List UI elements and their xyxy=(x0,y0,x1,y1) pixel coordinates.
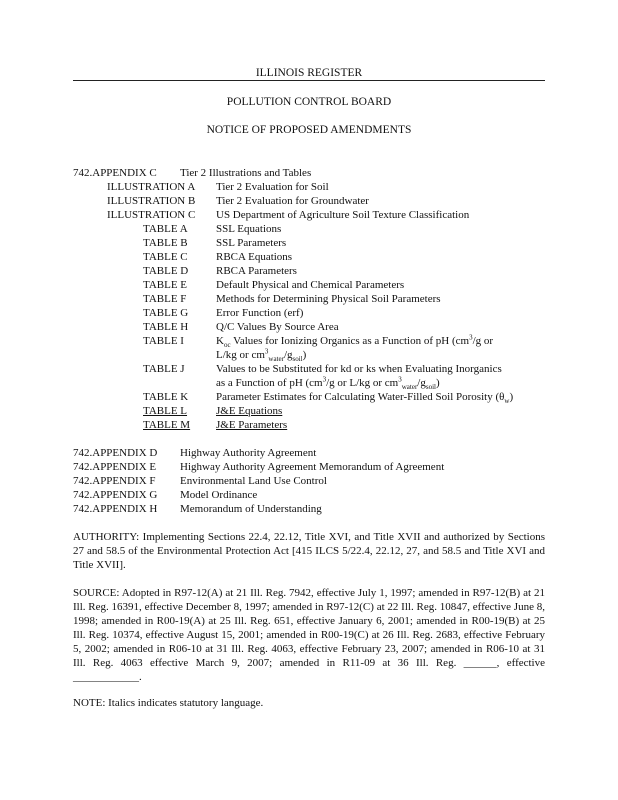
contents-desc: SSL Parameters xyxy=(216,237,287,249)
contents-label: TABLE M xyxy=(143,419,191,431)
board-title: POLLUTION CONTROL BOARD xyxy=(226,96,392,108)
contents-desc: as a Function of pH ($cm^3/g$ or L/kg or $cm^3_{water}/g_{soil}$) xyxy=(216,375,440,392)
authority-paragraph: AUTHORITY: Implementing Sections 22.4, 22.12, Title XVI, and Title XVII and authorized by Sections 27 and 58.5 of the Environmental Protection Act [415 ILCS 5/22.4, 22.12, 27, and 58.5 and Title XVI and Title XVII]. xyxy=(73,531,545,571)
contents-desc: Error Function (erf) xyxy=(216,307,304,319)
contents-label: TABLE I xyxy=(143,335,184,347)
appendix-desc: Highway Authority Agreement xyxy=(180,447,317,459)
contents-label: TABLE B xyxy=(143,237,188,249)
contents-label: TABLE H xyxy=(143,321,189,333)
appendix-label: 742.APPENDIX D xyxy=(73,447,158,459)
appendix-label: 742.APPENDIX H xyxy=(73,503,158,515)
source-paragraph: SOURCE: Adopted in R97-12(A) at 21 Ill. Reg. 7942, effective July 1, 1997; amended in R97-12(B) at 21 Ill. Reg. 16391, effective December 8, 1997; amended in R97-12(C) at 22 Ill. Reg. 10847, effective June 8, 1998; amended in R00-19(A) at 25 Ill. Reg. 651, effective January 6, 2001; amended in R00-19(B) at 25 Ill. Reg. 10374, effective August 15, 2001; amended in R00-19(C) at 26 Ill. Reg. 2683, effective February 5, 2002; amended in R06-10 at 31 Ill. Reg. 4063, effective February 23, 2007; amended in R06-10 at 31 Ill. Reg. 4063 effective March 9, 2007; amended in R11-09 at 36 Ill. Reg. ______, effective ____________. xyxy=(73,587,545,683)
contents-desc: Q/C Values By Source Area xyxy=(216,321,339,333)
contents-label: TABLE E xyxy=(143,279,188,291)
appendix-label: 742.APPENDIX F xyxy=(73,475,156,487)
contents-label: TABLE J xyxy=(143,363,185,375)
contents-label: ILLUSTRATION A xyxy=(107,181,196,193)
contents-desc: Tier 2 Evaluation for Groundwater xyxy=(216,195,369,207)
appendix-desc: Environmental Land Use Control xyxy=(180,475,327,487)
contents-label: TABLE F xyxy=(143,293,187,305)
contents-label: TABLE G xyxy=(143,307,189,319)
contents-desc: Tier 2 Illustrations and Tables xyxy=(180,167,312,179)
contents-label: TABLE K xyxy=(143,391,189,403)
appendix-desc: Model Ordinance xyxy=(180,489,258,501)
note-paragraph: NOTE: Italics indicates statutory language. xyxy=(73,697,264,709)
contents-desc: Tier 2 Evaluation for Soil xyxy=(216,181,329,193)
contents-label: TABLE A xyxy=(143,223,188,235)
contents-label: ILLUSTRATION B xyxy=(107,195,196,207)
contents-desc: RBCA Parameters xyxy=(216,265,297,277)
appendix-desc: Memorandum of Understanding xyxy=(180,503,322,515)
contents-label: ILLUSTRATION C xyxy=(107,209,196,221)
notice-title: NOTICE OF PROPOSED AMENDMENTS xyxy=(206,124,412,136)
contents-desc: Values to be Substituted for kd or ks when Evaluating Inorganics xyxy=(216,363,502,375)
appendix-label: 742.APPENDIX E xyxy=(73,461,157,473)
contents-desc: Default Physical and Chemical Parameters xyxy=(216,279,405,291)
header-rule xyxy=(73,80,545,81)
contents-desc: SSL Equations xyxy=(216,223,282,235)
contents-desc: RBCA Equations xyxy=(216,251,293,263)
appendix-desc: Highway Authority Agreement Memorandum of Agreement xyxy=(180,461,445,473)
contents-desc: Methods for Determining Physical Soil Parameters xyxy=(216,293,441,305)
contents-label: 742.APPENDIX C xyxy=(73,167,157,179)
contents-desc: L/kg or $cm^3_{water}/g_{soil}$) xyxy=(216,347,307,364)
contents-label: TABLE D xyxy=(143,265,189,277)
appendix-label: 742.APPENDIX G xyxy=(73,489,158,501)
contents-desc: Parameter Estimates for Calculating Water-Filled Soil Porosity $(\theta_w)$ xyxy=(216,391,514,406)
register-title: ILLINOIS REGISTER xyxy=(255,67,363,79)
contents-label: TABLE L xyxy=(143,405,188,417)
contents-desc: J&E Parameters xyxy=(216,419,288,431)
contents-desc: US Department of Agriculture Soil Texture Classification xyxy=(216,209,470,221)
contents-desc: J&E Equations xyxy=(216,405,283,417)
contents-desc: $K_{oc}$ Values for Ionizing Organics as a Function of pH ($cm^3/g$ or xyxy=(216,333,494,350)
contents-label: TABLE C xyxy=(143,251,188,263)
